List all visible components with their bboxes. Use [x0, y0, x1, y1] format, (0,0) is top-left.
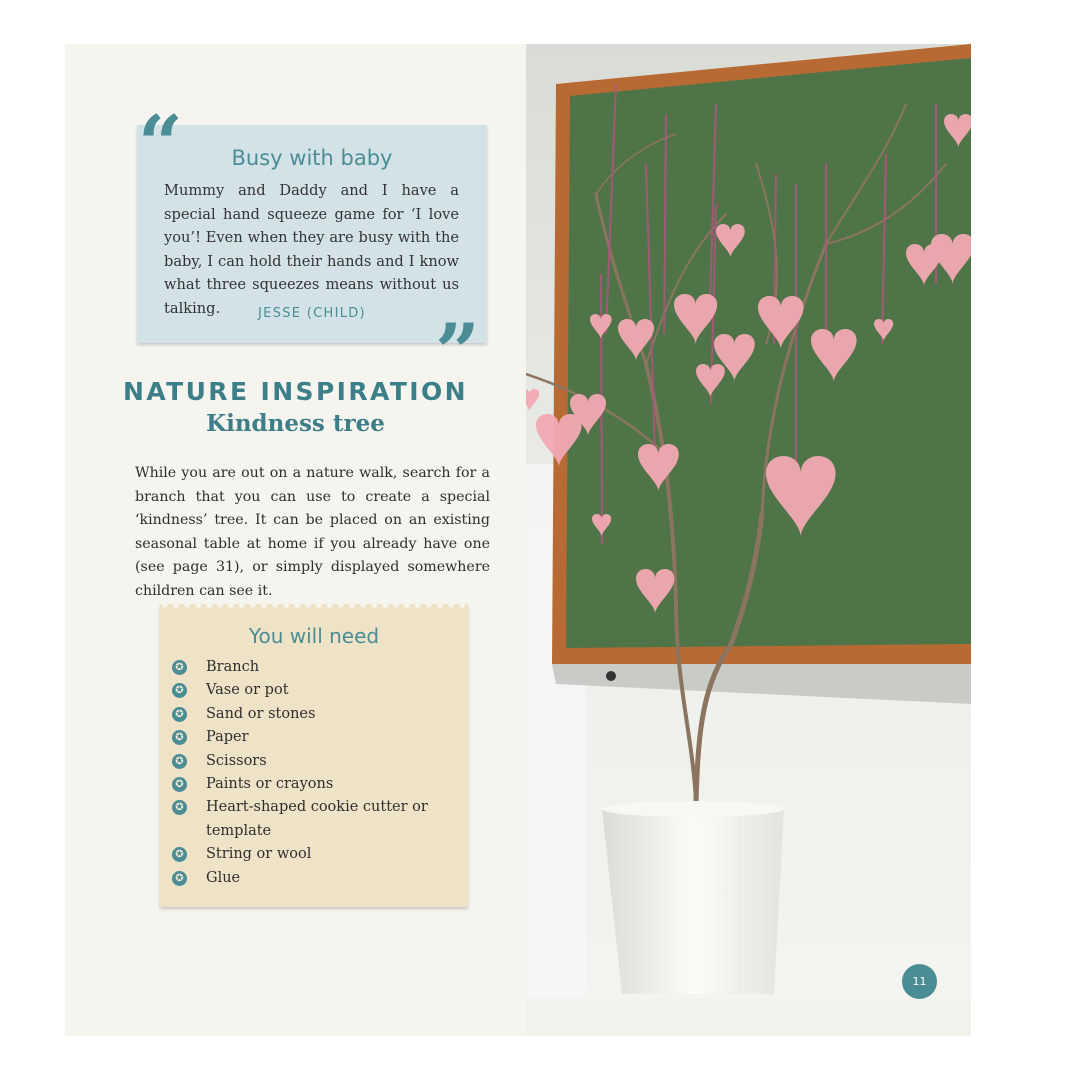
star-bullet-icon: ✪ [172, 800, 187, 815]
list-item-label: Sand or stones [206, 705, 316, 722]
star-bullet-icon: ✪ [172, 707, 187, 722]
list-item [172, 703, 462, 726]
list-item [172, 867, 462, 890]
close-quote-icon: ” [435, 307, 474, 398]
star-bullet-icon: ✪ [172, 754, 187, 769]
section-subtitle: Kindness tree [206, 410, 385, 437]
kindness-tree-photo [526, 44, 971, 1036]
board-hook [606, 671, 616, 681]
list-item-label: Vase or pot [206, 682, 289, 699]
star-bullet-icon: ✪ [172, 683, 187, 698]
pot-rim [602, 801, 784, 817]
star-bullet-icon: ✪ [172, 730, 187, 745]
list-item-label: Glue [206, 869, 241, 886]
list-item [172, 726, 462, 749]
shelf [526, 999, 971, 1036]
supplies-list [172, 656, 462, 890]
list-item-label: Paper [206, 729, 249, 746]
list-item-label: Paints or crayons [206, 776, 334, 793]
board-felt [566, 58, 971, 648]
quote-author: JESSE (CHILD) [258, 306, 366, 321]
open-quote-icon: “ [138, 99, 177, 190]
section-title: NATURE INSPIRATION [123, 377, 468, 406]
list-item [172, 843, 462, 866]
list-item [172, 679, 462, 702]
book-spread [65, 44, 971, 1036]
list-item [172, 796, 462, 843]
list-item [172, 656, 462, 679]
star-bullet-icon: ✪ [172, 847, 187, 862]
torn-edge [160, 600, 468, 610]
star-bullet-icon: ✪ [172, 777, 187, 792]
quote-body: Mummy and Daddy and I have a special hand squeeze game for ‘I love you’! Even when they are busy with the baby, I can hold their hands and I know what three squeezes means without us talking. [164, 182, 459, 317]
intro-paragraph: While you are out on a nature walk, search for a branch that you can use to create a special ‘kindness’ tree. It can be placed on an existing seasonal table at home if you already have one (see page 31), or simply displayed somewhere children can see it. [135, 465, 490, 599]
supplies-card [160, 604, 468, 907]
star-bullet-icon: ✪ [172, 871, 187, 886]
list-item-label: String or wool [206, 846, 312, 863]
list-item-label: Scissors [206, 752, 267, 769]
supplies-title: You will need [248, 624, 380, 648]
page-number: 11 [902, 964, 937, 999]
kindness-tree-illustration [526, 44, 971, 1036]
flower-pot [602, 809, 784, 994]
list-item [172, 773, 462, 796]
list-item [172, 750, 462, 773]
left-page [65, 44, 526, 1036]
list-item-label: Branch [206, 659, 260, 675]
list-item-label: Heart-shaped cookie cutter or template [206, 799, 428, 839]
star-bullet-icon: ✪ [172, 660, 187, 675]
quote-title: Busy with baby [231, 146, 393, 170]
